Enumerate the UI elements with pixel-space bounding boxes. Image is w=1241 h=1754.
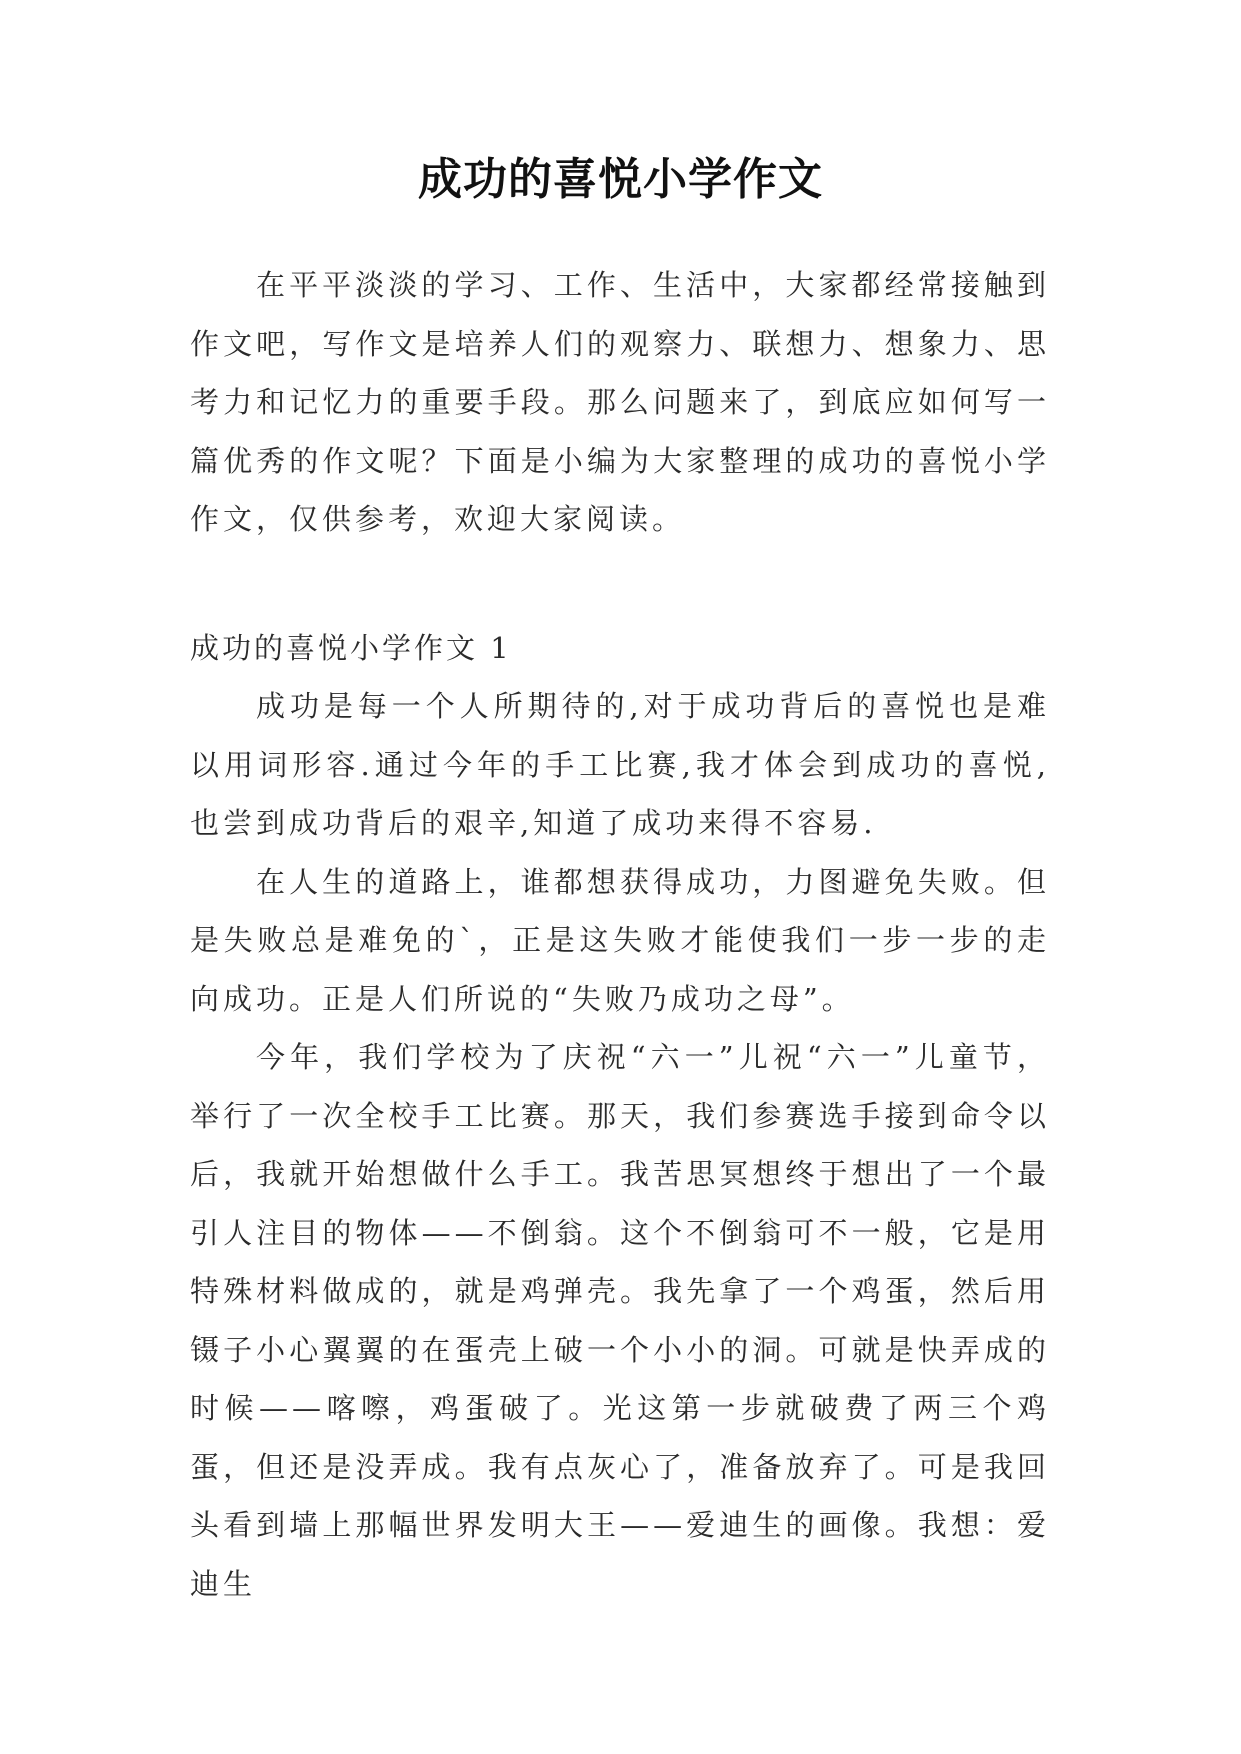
section-gap [190,549,1050,619]
intro-paragraph: 在平平淡淡的学习、工作、生活中，大家都经常接触到作文吧，写作文是培养人们的观察力、联想力、想象力、思考力和记忆力的重要手段。那么问题来了，到底应如何写一篇优秀的作文呢？下面是小编为大家整理的成功的喜悦小学作文，仅供参考，欢迎大家阅读。 [190,268,1050,536]
body-paragraph-2: 在人生的道路上，谁都想获得成功，力图避免失败。但是失败总是难免的`，正是这失败才能使我们一步一步的走向成功。正是人们所说的“失败乃成功之母”。 [190,864,1050,1016]
document-title: 成功的喜悦小学作文 [418,154,823,205]
document-body [190,256,1050,1613]
section-heading: 成功的喜悦小学作文 1 [190,630,512,665]
body-paragraph-1: 成功是每一个人所期待的,对于成功背后的喜悦也是难以用词形容.通过今年的手工比赛,我才体会到成功的喜悦,也尝到成功背后的艰辛,知道了成功来得不容易. [190,689,1050,840]
body-paragraph-3: 今年，我们学校为了庆祝“六一”儿祝“六一”儿童节，举行了一次全校手工比赛。那天，我们参赛选手接到命令以后，我就开始想做什么手工。我苦思冥想终于想出了一个最引人注目的物体——不倒翁。这个不倒翁可不一般，它是用特殊材料做成的，就是鸡弹壳。我先拿了一个鸡蛋，然后用镊子小心翼翼的在蛋壳上破一个小小的洞。可就是快弄成的时候——喀嚓，鸡蛋破了。光这第一步就破费了两三个鸡蛋，但还是没弄成。我有点灰心了，准备放弃了。可是我回头看到墙上那幅世界发明大王——爱迪生的画像。我想：爱迪生 [190,1040,1050,1601]
